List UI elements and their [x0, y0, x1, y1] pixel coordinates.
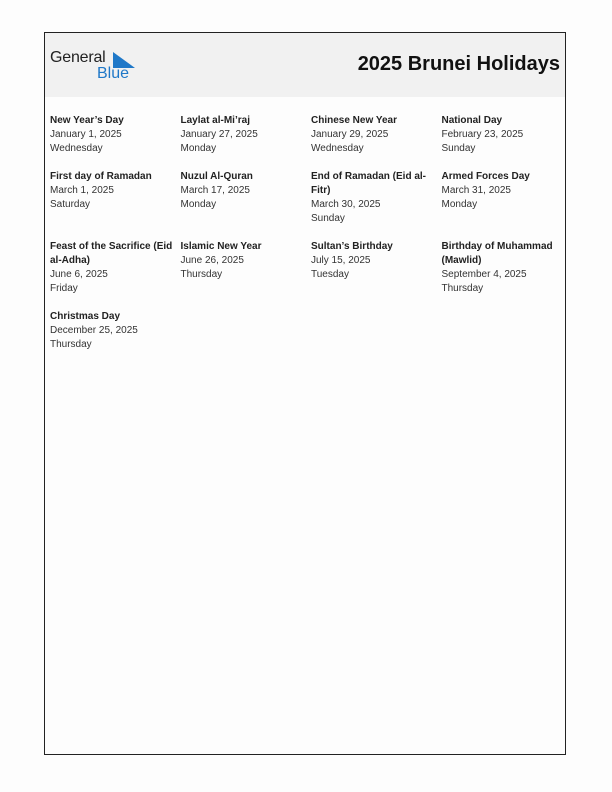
holiday-weekday: Sunday: [441, 143, 476, 154]
holiday-item: [181, 240, 312, 296]
logo: [50, 47, 140, 83]
holiday-date: July 15, 2025: [311, 255, 371, 266]
holiday-name: First day of Ramadan: [50, 171, 152, 182]
holiday-date: March 31, 2025: [441, 185, 511, 196]
holiday-weekday: Thursday: [50, 339, 92, 350]
logo-general-text: General: [50, 49, 106, 66]
holiday-date: December 25, 2025: [50, 325, 138, 336]
holiday-name: Sultan’s Birthday: [311, 241, 393, 252]
holiday-name: Islamic New Year: [180, 241, 262, 252]
holiday-weekday: Saturday: [50, 199, 91, 210]
holiday-weekday: Friday: [50, 283, 78, 294]
holiday-weekday: Sunday: [311, 213, 345, 224]
holiday-item: [442, 170, 573, 226]
holiday-name: National Day: [441, 115, 503, 126]
holiday-name: Laylat al-Mi’raj: [180, 115, 250, 126]
holiday-weekday: Monday: [180, 199, 217, 210]
holiday-name: New Year’s Day: [50, 115, 124, 126]
holiday-item: [311, 240, 442, 296]
holiday-grid: [50, 114, 570, 352]
holiday-date: June 6, 2025: [50, 269, 108, 280]
holiday-date: March 17, 2025: [180, 185, 250, 196]
holiday-item: [442, 240, 573, 296]
holiday-item: [50, 114, 181, 156]
holiday-name: Christmas Day: [50, 311, 121, 322]
holiday-item: [50, 310, 181, 352]
holiday-item: [181, 170, 312, 226]
holiday-weekday: Monday: [180, 143, 217, 154]
holiday-date: January 1, 2025: [50, 129, 122, 140]
holiday-date: June 26, 2025: [180, 255, 244, 266]
holiday-weekday: Monday: [441, 199, 478, 210]
header: [45, 33, 565, 97]
holiday-weekday: Wednesday: [50, 143, 103, 154]
holiday-item: [50, 170, 181, 226]
holiday-date: February 23, 2025: [441, 129, 524, 140]
holiday-weekday: Thursday: [441, 283, 484, 294]
holiday-weekday: Thursday: [180, 269, 223, 280]
logo-blue-text: Blue: [97, 65, 130, 82]
holiday-name: Nuzul Al-Quran: [180, 171, 253, 182]
holiday-name: Birthday of Muhammad (Mawlid): [441, 241, 553, 266]
holiday-weekday: Tuesday: [311, 269, 349, 280]
holiday-item: [50, 240, 181, 296]
holiday-weekday: Wednesday: [311, 143, 364, 154]
holiday-item: [442, 114, 573, 156]
holiday-item: [311, 170, 442, 226]
holiday-date: September 4, 2025: [441, 269, 527, 280]
holiday-name: Armed Forces Day: [441, 171, 530, 182]
holiday-name: Feast of the Sacrifice (Eid al-Adha): [50, 241, 173, 266]
holiday-date: March 30, 2025: [311, 199, 381, 210]
holiday-item: [311, 114, 442, 156]
holiday-name: End of Ramadan (Eid al-Fitr): [311, 171, 427, 196]
holiday-date: January 27, 2025: [180, 129, 258, 140]
holiday-date: January 29, 2025: [311, 129, 389, 140]
holiday-date: March 1, 2025: [50, 185, 114, 196]
holiday-item: [181, 114, 312, 156]
page-title: 2025 Brunei Holidays: [357, 53, 560, 75]
page-frame: [44, 32, 566, 755]
holiday-name: Chinese New Year: [311, 115, 397, 126]
